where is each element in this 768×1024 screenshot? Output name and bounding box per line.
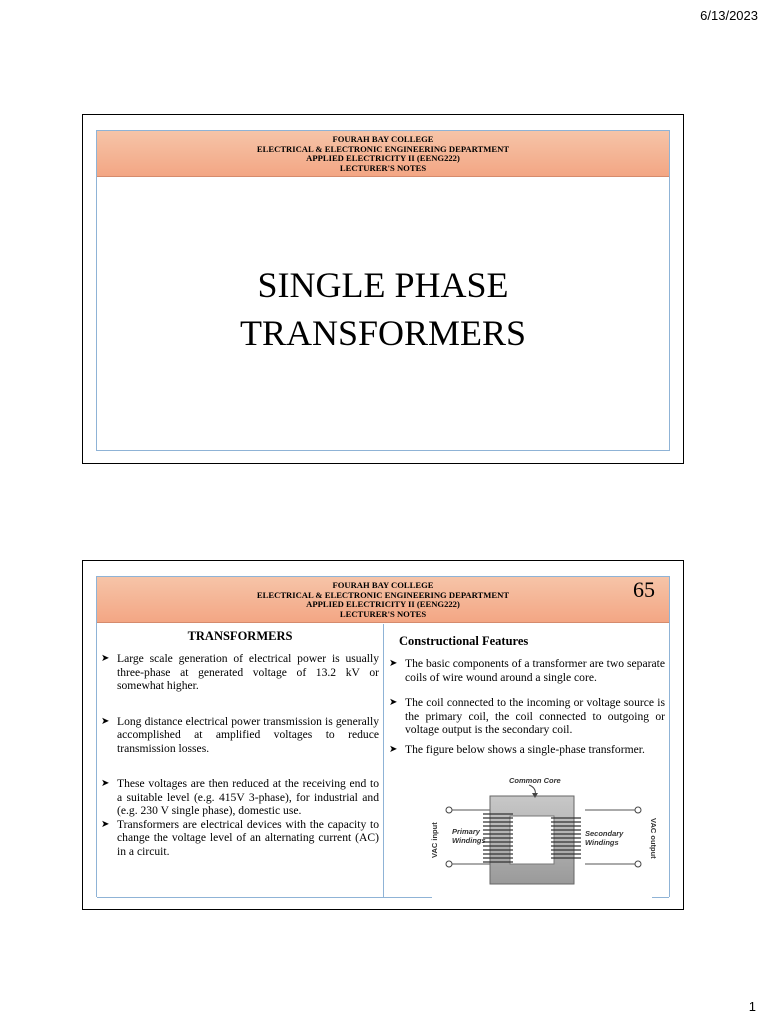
arrow-bullet-icon: ➤ [389,658,398,669]
slide-header [97,131,669,177]
arrow-bullet-icon: ➤ [389,743,398,755]
arrow-bullet-icon: ➤ [101,778,110,789]
arrow-bullet-icon: ➤ [389,697,398,708]
vac-input-label: VAC input [430,822,439,858]
right-bullet: ➤ The figure below shows a single-phase transformer. [389,742,645,756]
title-line-1: SINGLE PHASE [257,265,509,305]
left-bullet: ➤ Long distance electrical power transmission is generally accomplished at amplified voltages to reduce transmission losses. [101,714,379,755]
secondary-label-line2: Windings [585,838,619,847]
left-column [97,624,384,897]
primary-label-line1: Primary [452,827,480,836]
arrow-bullet-icon: ➤ [101,653,110,664]
primary-label-line2: Windings [452,836,486,845]
arrow-bullet-icon: ➤ [101,715,110,727]
transformer-diagram [425,774,665,894]
slide-inner-frame [96,576,670,897]
left-bullet: ➤ Large scale generation of electrical power is usually three-phase at generated voltage of 13.2 kV or somewhat higher. [101,652,379,692]
header-line-course: APPLIED ELECTRICITY II (EENG222) [306,153,460,163]
frame-bottom-right [652,897,669,898]
slide-title-text [97,261,669,357]
page-number: 1 [748,999,756,1014]
header-line-college: FOURAH BAY COLLEGE [332,580,434,590]
slide-inner-frame [96,130,670,451]
header-line-notes: LECTURER'S NOTES [339,162,427,173]
slide-title [82,114,684,464]
right-column [385,624,669,897]
slide-number: 65 [633,577,655,602]
left-bullet: ➤ These voltages are then reduced at the receiving end to a suitable level (e.g. 415V 3-phase), for industrial and (e.g. 230 V single phase), domestic use. [101,777,379,817]
frame-bottom-left [97,897,432,898]
slide-header [97,577,669,623]
title-line-2: TRANSFORMERS [239,313,527,353]
header-line-course: APPLIED ELECTRICITY II (EENG222) [306,599,460,609]
slide-transformers [82,560,684,910]
header-line-department: ELECTRICAL & ELECTRONIC ENGINEERING DEPARTMENT [256,589,510,600]
right-bullet: ➤ The basic components of a transformer are two separate coils of wire wound around a single core. [389,657,665,684]
vac-output-label: VAC output [649,818,658,859]
left-heading: TRANSFORMERS [187,629,293,643]
right-heading: Constructional Features [399,634,529,648]
secondary-label-line1: Secondary [585,829,624,838]
header-line-college: FOURAH BAY COLLEGE [332,134,434,144]
print-date: 6/13/2023 [700,8,758,23]
right-bullet: ➤ The coil connected to the incoming or voltage source is the primary coil, the coil connected to outgoing or voltage output is the secondary coil. [389,696,665,736]
left-bullet: ➤ Transformers are electrical devices with the capacity to change the voltage level of an alternating current (AC) in a circuit. [101,817,379,858]
header-line-department: ELECTRICAL & ELECTRONIC ENGINEERING DEPARTMENT [256,143,510,154]
common-core-label: Common Core [509,776,561,785]
arrow-bullet-icon: ➤ [101,818,110,830]
header-line-notes: LECTURER'S NOTES [339,608,427,619]
